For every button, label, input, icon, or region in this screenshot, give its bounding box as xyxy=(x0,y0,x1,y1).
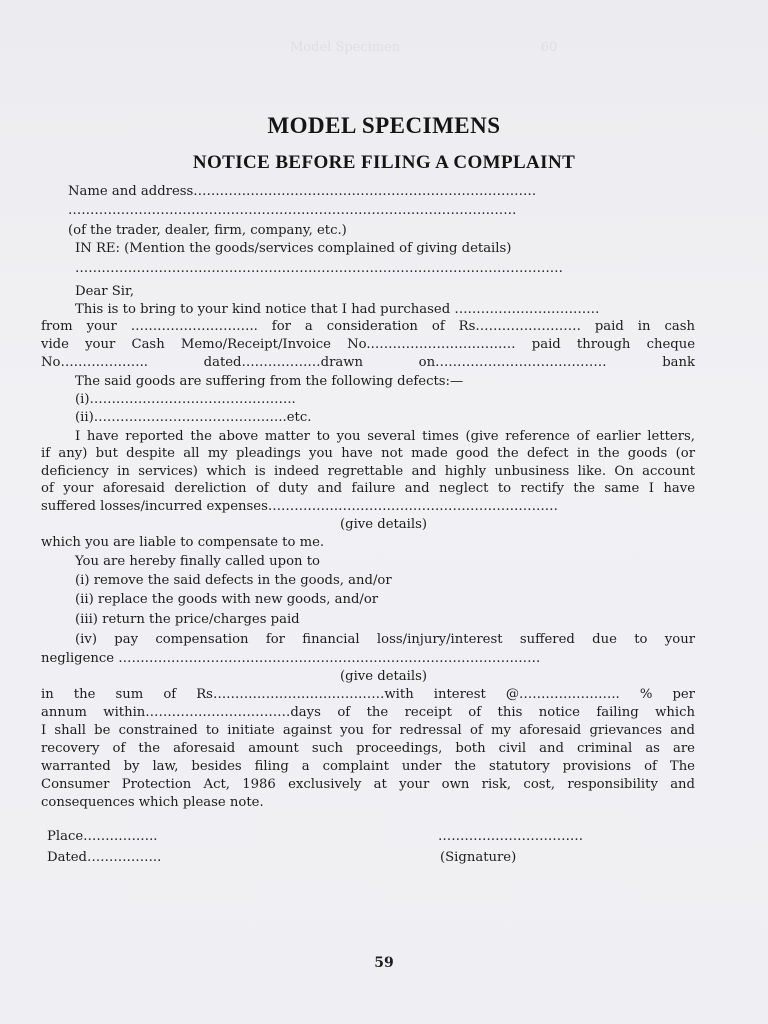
dated-field: Dated…………….. xyxy=(47,850,162,865)
defects-intro: The said goods are suffering from the following defects:— xyxy=(75,374,464,389)
paragraph-line: which you are liable to compensate to me. xyxy=(41,535,325,550)
give-details-note: (give details) xyxy=(340,669,428,684)
negligence-line: negligence …………………………………………………………………………………… xyxy=(41,651,541,666)
trader-note: (of the trader, dealer, firm, company, etc.) xyxy=(68,223,347,238)
paragraph-line: recovery of the aforesaid amount such proceedings, both civil and criminal as are xyxy=(41,741,695,756)
paragraph-line: consequences which please note. xyxy=(41,795,264,810)
page-title: MODEL SPECIMENS xyxy=(267,113,501,138)
paragraph-line: of your aforesaid dereliction of duty and failure and neglect to rectify the same I have xyxy=(41,481,695,496)
paragraph-line: This is to bring to your kind notice that I had purchased …………………………… xyxy=(75,302,600,317)
paragraph-line: vide your Cash Memo/Receipt/Invoice No.…………………………… paid through cheque xyxy=(41,337,695,352)
name-address-field: Name and address…………………………………………………………………… xyxy=(68,184,537,199)
annum-line: annum within……………………………days of the receipt of this notice failing which xyxy=(41,705,695,720)
paragraph-line: I have reported the above matter to you several times (give reference of earlier letters, xyxy=(75,429,695,444)
demand-item: (ii) replace the goods with new goods, and/or xyxy=(75,592,379,607)
sum-line: in the sum of Rs…………………………………with interest @………………….. % per xyxy=(41,687,695,702)
defect-item: (ii)……………………………………..etc. xyxy=(75,410,312,425)
paragraph-line: warranted by law, besides filing a complaint under the statutory provisions of The xyxy=(41,759,695,774)
salutation: Dear Sir, xyxy=(75,284,135,299)
signature-line: …………………………… xyxy=(438,829,584,844)
paragraph-line: Consumer Protection Act, 1986 exclusively at your own risk, cost, responsibility and xyxy=(41,777,695,792)
place-field: Place…………….. xyxy=(47,829,158,844)
demand-item: (i) remove the said defects in the goods, and/or xyxy=(75,573,392,588)
dotted-line: ………………………………………………………………………………………… xyxy=(68,203,517,218)
demand-item: (iv) pay compensation for financial loss/injury/interest suffered due to your xyxy=(75,632,695,647)
paragraph-line: from your ……………………….. for a consideration of Rs…………………… paid in cash xyxy=(41,319,695,334)
reverse-page-bleed: Model Specimen 60 xyxy=(290,40,558,55)
dotted-line: ………………………………………………………………………………………………… xyxy=(75,261,563,276)
demand-item: (iii) return the price/charges paid xyxy=(75,612,300,627)
paragraph-line: deficiency in services) which is indeed regrettable and highly unbusiness like. On account xyxy=(41,464,695,479)
give-details-note: (give details) xyxy=(340,517,428,532)
paragraph-line: No……………….. dated………………drawn on………………………………… bank xyxy=(41,355,695,370)
defect-item: (i)……………………………………….. xyxy=(75,392,296,407)
paragraph-line: if any) but despite all my pleadings you have not made good the defect in the goods (or xyxy=(41,446,695,461)
paragraph-line: I shall be constrained to initiate against you for redressal of my aforesaid grievances and xyxy=(41,723,695,738)
page-number: 59 xyxy=(374,955,394,971)
paragraph-line: suffered losses/incurred expenses………………………………………………………… xyxy=(41,499,558,514)
signature-label: (Signature) xyxy=(440,850,517,865)
page-subtitle: NOTICE BEFORE FILING A COMPLAINT xyxy=(192,152,576,173)
in-re-line: IN RE: (Mention the goods/services complained of giving details) xyxy=(75,241,512,256)
called-upon-line: You are hereby finally called upon to xyxy=(75,554,320,569)
